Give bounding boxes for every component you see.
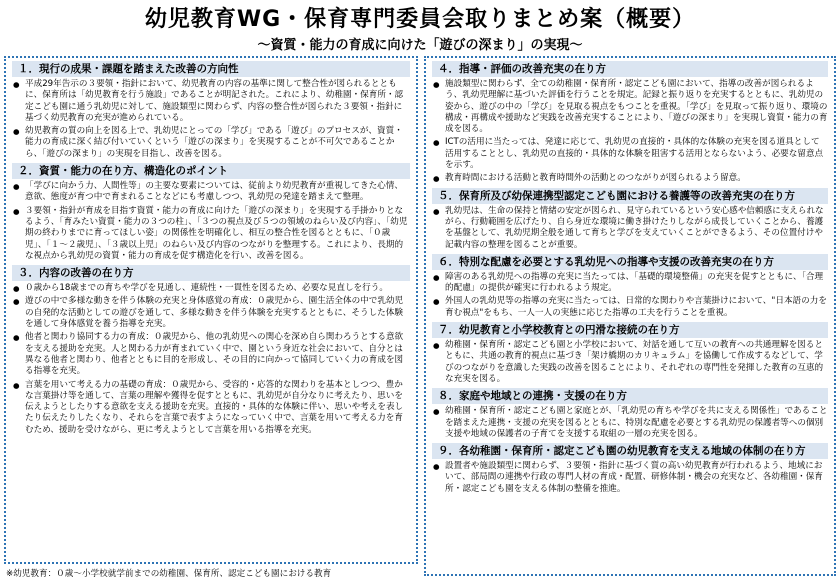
section-heading: １．現行の成果・課題を踏まえた改善の方向性 xyxy=(12,61,410,77)
section-3 xyxy=(12,265,410,436)
bullet-item: ● 幼児教育の質の向上を図る上で、乳幼児にとっての「学び」である「遊び」のプロセスが、資質・能力の育成に深く結び付いていくという「遊びの深まり」を実現することが不可欠であることから、「遊びの深まり」の実現を目指し、改善を図る。 xyxy=(12,126,410,160)
bullet-item: ● 設置者や施設類型に関わらず、３要領・指針に基づく質の高い幼児教育が行われるよう、地域において、部局間の連携や行政の専門人材の育成・配置、研修体制・機会の充実など、各幼稚園・保育所・認定こども園を支える体制の整備を推進。 xyxy=(432,461,828,495)
section-8 xyxy=(432,388,828,440)
bullet-item: ● 幼稚園・保育所・認定こども園と小学校において、対話を通して互いの教育への共通理解を図るとともに、共通の教育的視点に基づき「架け橋期のカリキュラム」を協働して作成するなどして、学びのつながりを意識した実践の改善を図ることにより、それぞれの専門性を発揮した教育の互恵的な充実を図る。 xyxy=(432,340,828,385)
section-6 xyxy=(432,254,828,319)
right-column xyxy=(424,56,836,576)
section-heading: ７．幼児教育と小学校教育との円滑な接続の在り方 xyxy=(432,322,828,338)
section-heading: ２．資質・能力の在り方、構造化のポイント xyxy=(12,163,410,179)
section-9 xyxy=(432,443,828,495)
section-2 xyxy=(12,163,410,262)
bullet-item: ● 平成29年告示の３要領・指針において、幼児教育の内容の基準に関して整合性が図られるとともに、保育所は「幼児教育を行う施設」であることが明記された。これにより、幼稚園・保育所・認定こども園に通う乳幼児に対して、施設類型に関わらず、内容の整合性が図られた３要領・指針に基づく幼児教育の充実が進められている。 xyxy=(12,79,410,124)
left-column xyxy=(4,56,418,564)
section-1 xyxy=(12,61,410,160)
section-5 xyxy=(432,188,828,251)
section-7 xyxy=(432,322,828,385)
section-heading: ４．指導・評価の改善充実の在り方 xyxy=(432,61,828,77)
bullet-item: ● 遊びの中で多様な動きを伴う体験の充実と身体感覚の育成：０歳児から、園生活全体の中で乳幼児の自発的な活動としての遊びを通して、多様な動きを伴う体験を充実するとともに、そうした体験を通して身体感覚を養う指導を充実。 xyxy=(12,296,410,330)
bullet-item: ● 他者と関わり協同する力の育成：０歳児から、他の乳幼児への関心を深め自ら関わろうとする意欲を支える援助を充実。人と関わる力が育まれていく中で、園という身近な社会において、自分とは異なる他者と関わり、他者とともに目的を形成し、その目的に向かって協同していく力の育成を図る指導を充実。 xyxy=(12,332,410,377)
section-heading: ５．保育所及び幼保連携型認定こども園における養護等の改善充実の在り方 xyxy=(432,188,828,204)
bullet-item: ● 施設類型に関わらず、全ての幼稚園・保育所・認定こども園において、指導の改善が図られるよう、乳幼児理解に基づいた評価を行うことを規定。記録と振り返りを充実するとともに、乳幼児の姿から、遊びの中の「学び」を見取る視点をもつことを重視。「学び」を見取って振り返り、環境の構成・再構成や援助など実践を改善充実することにより、「遊びの深まり」を実現し資質・能力の育成を図る。 xyxy=(432,79,828,135)
bullet-item: ● 「学びに向かう力、人間性等」の主要な要素については、従前より幼児教育が重視してきた心情、意欲、態度が育つ中で育まれることなどにも考慮しつつ、乳幼児の発達を踏まえて整理。 xyxy=(12,181,410,204)
bullet-item: ● 教育時間における活動と教育時間外の活動とのつながりが図られるよう留意。 xyxy=(432,173,828,184)
bullet-item: ● 幼稚園・保育所・認定こども園と家庭とが、「乳幼児の育ちや学びを共に支える関係性」であることを踏まえた連携・支援の充実を図るとともに、特別な配慮を必要とする乳幼児の保護者等への個別支援や地域の保護者の子育てを支援する取組の一層の充実を図る。 xyxy=(432,406,828,440)
bullet-item: ● 外国人の乳幼児等の指導の充実に当たっては、日常的な関わりや言葉掛けにおいて、"日本語の力を育む視点"をもち、一人一人の実態に応じた指導の工夫を行うことを重視。 xyxy=(432,296,828,319)
page-title: 幼児教育WG・保育専門委員会取りまとめ案（概要） xyxy=(144,7,696,32)
section-heading: ３．内容の改善の在り方 xyxy=(12,265,410,281)
section-heading: ６．特別な配慮を必要とする乳幼児への指導や支援の改善充実の在り方 xyxy=(432,254,828,270)
footnote: ※幼児教育：０歳～小学校就学前までの幼稚園、保育所、認定こども園における教育 xyxy=(6,569,332,579)
section-heading: ８．家庭や地域との連携・支援の在り方 xyxy=(432,388,828,404)
bullet-item: ● ３要領・指針が育成を目指す資質・能力の育成に向けた「遊びの深まり」を実現する手掛かりとなるよう、「育みたい資質・能力の３つの柱」、「３つの視点及び５つの領域のねらい及び内容」、「幼児期の終わりまでに育ってほしい姿」の関係性を明確化し、相互の整合性を図るとともに、「０歳児」、「１～２歳児」、「３歳以上児」のねらい及び内容のつながりを整理する。これにより、長期的な視点から乳幼児の資質・能力の育成を促す構造化を行い、改善を図る。 xyxy=(12,206,410,262)
section-heading: ９．各幼稚園・保育所・認定こども園の幼児教育を支える地域の体制の在り方 xyxy=(432,443,828,459)
section-4 xyxy=(432,61,828,185)
bullet-item: ● 乳幼児は、生命の保持と情緒の安定が図られ、見守られているという安心感や信頼感に支えられながら、行動範囲を広げたり、自ら身近な環境に働き掛けたりしながら成長していくことから、養護を基盤として、乳幼児期全般を通して育ちと学びを支えていくことができるよう、その位置付けや記載内容の整理を図ることが重要。 xyxy=(432,206,828,251)
bullet-item: ● 障害のある乳幼児への指導の充実に当たっては、「基礎的環境整備」の充実を促すとともに、「合理的配慮」の提供が確実に行われるよう規定。 xyxy=(432,272,828,295)
bullet-item: ● 言葉を用いて考える力の基礎の育成：０歳児から、受容的・応答的な関わりを基本としつつ、豊かな言葉掛け等を通して、言葉の理解や獲得を促すとともに、乳幼児が自分なりに考えたり、思いを伝えようとしたりする意欲を支える援助を充実。直接的・具体的な体験に伴い、思いや考えを表したり伝えたりしたくなり、それらを言葉で表すようになっていく中で、言葉を用いて考える力を育むため、援助を受けながら、更に考えようとして言葉を用いる指導を充実。 xyxy=(12,380,410,436)
bullet-item: ● ICTの活用に当たっては、発達に応じて、乳幼児の直接的・具体的な体験の充実を図る道具として活用することとし、乳幼児の直接的・具体的な体験を阻害する活用とならないよう、必要な留意点を示す。 xyxy=(432,137,828,171)
bullet-item: ● ０歳から18歳までの育ちや学びを見通し、連続性・一貫性を図るため、必要な見直しを行う。 xyxy=(12,283,410,294)
page-subtitle: ～資質・能力の育成に向けた「遊びの深まり」の実現～ xyxy=(257,38,583,53)
